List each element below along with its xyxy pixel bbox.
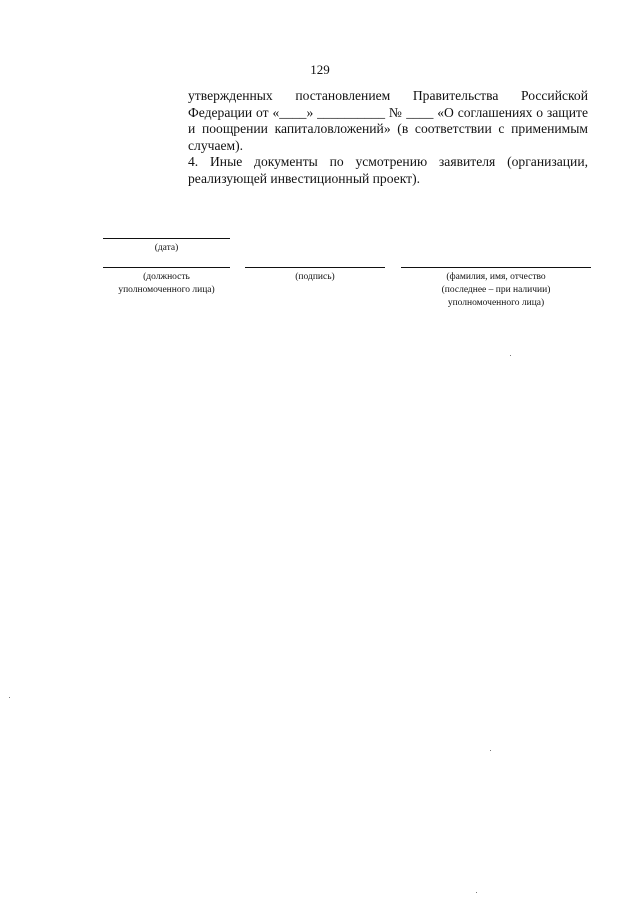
full-name-caption-line-2: (последнее – при наличии): [441, 285, 551, 295]
scan-speck: [476, 892, 477, 893]
position-caption-line-1: (должность: [143, 272, 190, 282]
full-name-caption-line-3: уполномоченного лица): [447, 298, 545, 308]
scan-speck: [490, 750, 491, 751]
scan-speck: [9, 697, 10, 698]
date-caption: (дата): [154, 243, 179, 253]
full-name-caption: [401, 271, 591, 310]
document-body: [188, 88, 588, 187]
position-caption-line-2: уполномоченного лица): [118, 285, 215, 295]
scan-speck: [510, 355, 511, 356]
signature-line: [245, 267, 385, 268]
full-name-line: [401, 267, 591, 268]
date-line: [103, 238, 230, 239]
paragraph-continuation: утвержденных постановлением Правительства Российской Федерации от «____» __________ № ____ «О соглашениях о защите и поощрении капиталовложений» (в соответствии с применимым случаем).: [188, 88, 588, 153]
position-line: [103, 267, 230, 268]
position-caption: [93, 271, 240, 297]
list-item-4: 4. Иные документы по усмотрению заявителя (организации, реализующей инвестиционный проект).: [188, 154, 588, 186]
full-name-caption-line-1: (фамилия, имя, отчество: [446, 272, 546, 282]
page-number: 129: [310, 62, 330, 77]
signature-caption: (подпись): [295, 272, 335, 282]
